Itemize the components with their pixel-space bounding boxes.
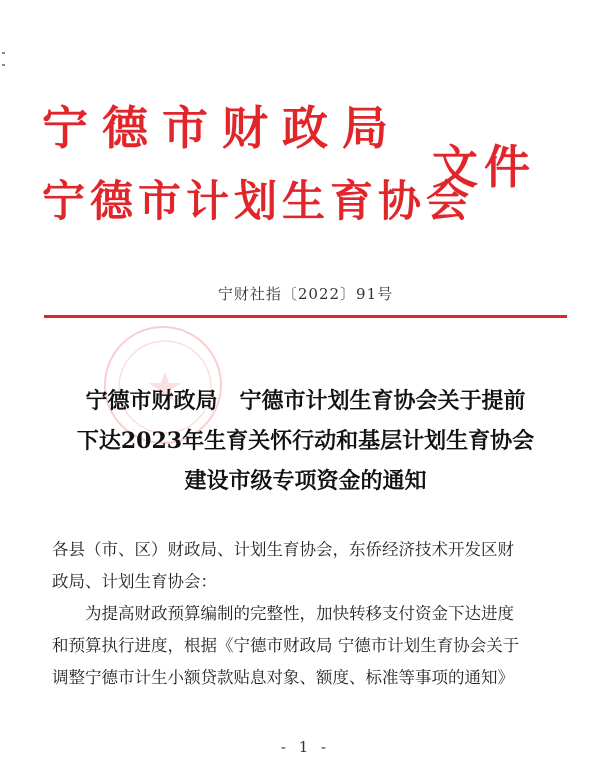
salutation-line: 政局、计划生育协会： bbox=[52, 572, 217, 591]
document-title bbox=[30, 381, 581, 501]
paragraph-line: 为提高财政预算编制的完整性，加快转移支付资金下达进度 bbox=[52, 604, 514, 623]
document-number: 宁财社指〔2022〕91号 bbox=[217, 285, 394, 303]
salutation bbox=[52, 534, 564, 598]
paragraph-line: 调整宁德市计生小额贷款贴息对象、额度、标准等事项的通知》 bbox=[52, 668, 514, 687]
paragraph-line: 和预算执行进度，根据《宁德市财政局 宁德市计划生育协会关于 bbox=[52, 636, 520, 655]
salutation-line: 各县（市、区）财政局、计划生育协会，东侨经济技术开发区财 bbox=[52, 540, 514, 559]
red-divider-rule bbox=[44, 315, 567, 318]
red-header bbox=[0, 0, 611, 250]
title-line: 宁德市财政局 宁德市计划生育协会关于提前 bbox=[85, 388, 526, 414]
title-line: 建设市级专项资金的通知 bbox=[184, 468, 427, 494]
body-paragraph bbox=[52, 598, 564, 694]
page-number: - 1 - bbox=[280, 738, 331, 756]
document-type-label: 文件 bbox=[432, 140, 536, 194]
issuer-name-1: 宁德市财政局 bbox=[42, 101, 402, 155]
issuer-name-2: 宁德市计划生育协会 bbox=[42, 177, 474, 227]
title-line: 下达2023年生育关怀行动和基层计划生育协会 bbox=[76, 428, 535, 454]
